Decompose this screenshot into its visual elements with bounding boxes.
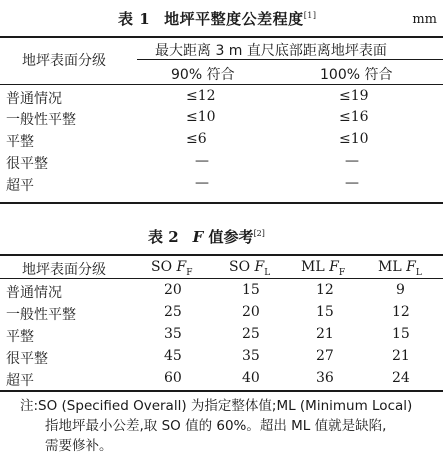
- table2-cell: 15: [242, 282, 260, 298]
- table2-cell: 20: [242, 304, 260, 320]
- table2-cell: 21: [392, 348, 410, 364]
- table1-row-p100: —: [345, 153, 359, 169]
- table1-row-p90: —: [195, 175, 209, 191]
- table1-number: 表 1: [118, 10, 151, 28]
- table1-group-rule: [137, 59, 443, 60]
- footnote-line-3: 需要修补。: [45, 438, 113, 454]
- table2-cell: 27: [316, 348, 334, 364]
- table2-row-grade: 很平整: [6, 351, 48, 367]
- table2-footnote: [20, 396, 438, 456]
- table1-caption: [0, 6, 443, 30]
- table2-cell: 35: [242, 348, 260, 364]
- table1-row-p100: ≤10: [339, 131, 369, 147]
- table1-header-group: 最大距离 3 m 直尺底部距离地坪表面: [155, 43, 387, 59]
- table2-cell: 15: [392, 326, 410, 342]
- table1-row-p90: ≤12: [186, 88, 216, 104]
- table1-row-p100: ≤16: [339, 109, 369, 125]
- table2-cell: 25: [242, 326, 260, 342]
- table1-row-p100: —: [345, 175, 359, 191]
- table2-cell: 12: [316, 282, 334, 298]
- table1-row-p90: —: [195, 153, 209, 169]
- table1-row-grade: 很平整: [6, 156, 48, 172]
- table2-title-f: F: [192, 228, 204, 246]
- footnote-line-2: 指地坪最小公差,取 SO 值的 60%。超出 ML 值就是缺陷,: [45, 418, 387, 434]
- table2-row-grade: 平整: [6, 329, 34, 345]
- table2-cell: 24: [392, 370, 410, 386]
- table2-cell: 12: [392, 304, 410, 320]
- table1-subheader-100: 100% 符合: [320, 67, 393, 83]
- table1-row-p90: ≤6: [186, 131, 207, 147]
- table1-row-grade: 一般性平整: [6, 112, 76, 128]
- table2-col-header-ml-fl: ML $F_L$: [378, 259, 422, 278]
- table1-title-block: [118, 8, 317, 29]
- table2-col-header-so-ff: SO $F_F$: [151, 259, 193, 278]
- table2-col-header-ml-ff: ML $F_F$: [301, 259, 346, 278]
- table2-cell: 15: [316, 304, 334, 320]
- table2-top-rule: [0, 254, 443, 256]
- table1-row-grade: 平整: [6, 134, 34, 150]
- table2-header-rule: [0, 278, 443, 279]
- table2-col-header-so-fl: SO $F_L$: [229, 259, 271, 278]
- table2-cell: 9: [396, 282, 405, 298]
- table1-title: 地坪平整度公差程度: [164, 10, 304, 28]
- table1-unit: mm: [412, 12, 437, 27]
- table2-cell: 35: [164, 326, 182, 342]
- table1-ref: [1]: [303, 11, 317, 20]
- table2-cell: 45: [164, 348, 182, 364]
- table2-row-grade: 超平: [6, 373, 34, 389]
- table2-title-block: [148, 226, 265, 247]
- table2-bottom-rule: [0, 390, 443, 392]
- table2-cell: 25: [164, 304, 182, 320]
- table1-top-rule: [0, 36, 443, 38]
- table2-cell: 21: [316, 326, 334, 342]
- table2-cell: 60: [164, 370, 182, 386]
- table2-row-grade: 一般性平整: [6, 307, 76, 323]
- table1-subheader-90: 90% 符合: [171, 67, 235, 83]
- table2-header-grade: 地坪表面分级: [22, 262, 106, 278]
- table2-title-rest: 值参考: [203, 228, 254, 246]
- table1-row-grade: 超平: [6, 178, 34, 194]
- table1-header-rule: [0, 84, 443, 85]
- table1-bottom-rule: [0, 202, 443, 204]
- table1-row-p100: ≤19: [339, 88, 369, 104]
- table2-cell: 40: [242, 370, 260, 386]
- table2-ref: [2]: [253, 229, 265, 238]
- table2-row-grade: 普通情况: [6, 285, 62, 301]
- table1-header-grade: 地坪表面分级: [22, 53, 106, 69]
- table1-row-grade: 普通情况: [6, 91, 62, 107]
- table2-caption: [0, 226, 443, 248]
- table2-number: 表 2: [148, 228, 179, 246]
- table2-cell: 36: [316, 370, 334, 386]
- footnote-line-1: 注:SO (Specified Overall) 为指定整体值;ML (Minimum Local): [20, 398, 413, 414]
- table2-cell: 20: [164, 282, 182, 298]
- table1-row-p90: ≤10: [186, 109, 216, 125]
